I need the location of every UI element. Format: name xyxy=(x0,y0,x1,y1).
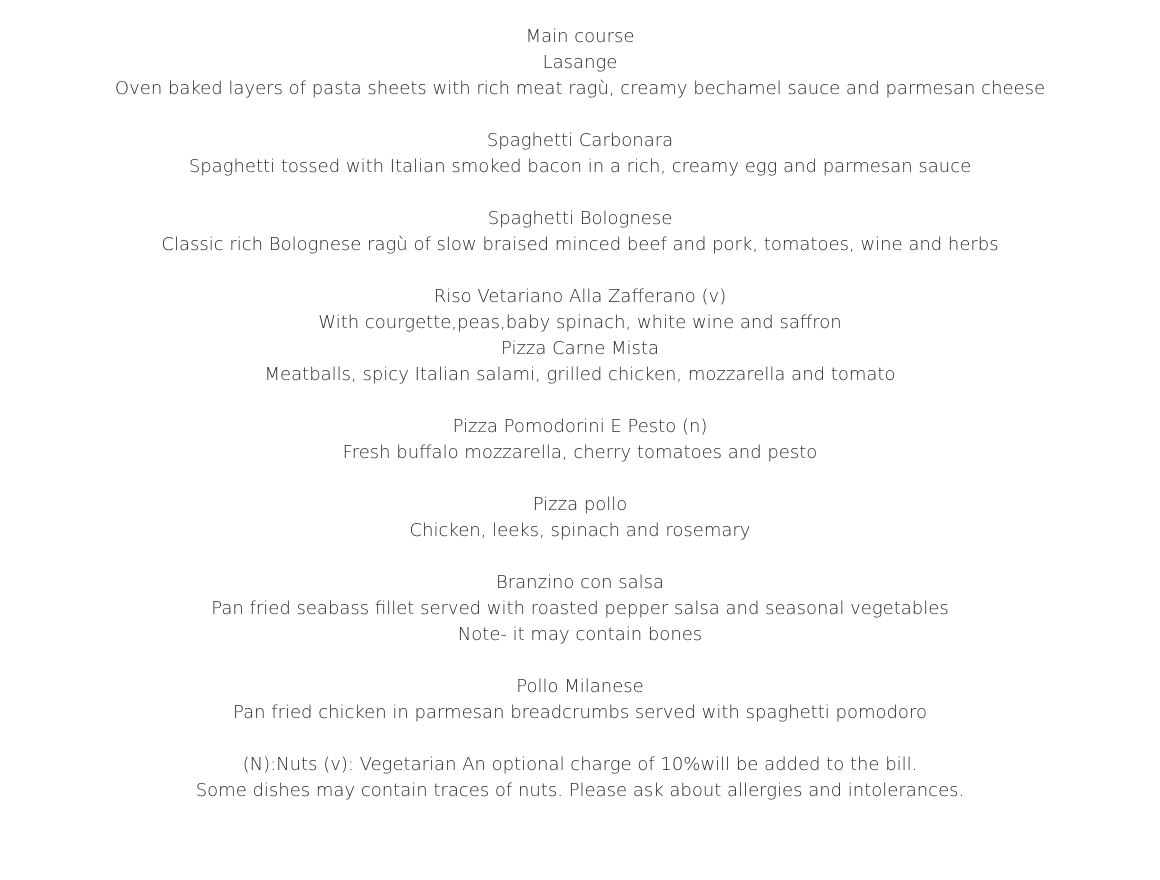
dish-name: Pizza Pomodorini E Pesto (n) xyxy=(452,416,708,437)
dish-name: Riso Vetariano Alla Zafferano (v) xyxy=(433,286,727,307)
footer-legend: (N):Nuts (v): Vegetarian An optional charge of 10%will be added to the bill. xyxy=(242,754,918,775)
dish-description: With courgette,peas,baby spinach, white wine and saffron xyxy=(318,312,842,333)
dish-name: Pizza Carne Mista xyxy=(501,338,659,359)
dish-description: Oven baked layers of pasta sheets with rich meat ragù, creamy bechamel sauce and parmesan cheese xyxy=(114,78,1046,99)
menu-document xyxy=(0,24,1160,804)
dish-name: Branzino con salsa xyxy=(495,572,665,593)
dish-name: Lasange xyxy=(542,52,618,73)
dish-name: Pizza pollo xyxy=(532,494,628,515)
spacer xyxy=(0,102,1160,128)
dish-description: Pan fried seabass fillet served with roasted pepper salsa and seasonal vegetables xyxy=(211,598,949,619)
footer-allergy-note: Some dishes may contain traces of nuts. Please ask about allergies and intolerances. xyxy=(195,780,965,801)
dish-note: Note- it may contain bones xyxy=(457,624,703,645)
dish-description: Fresh buffalo mozzarella, cherry tomatoes and pesto xyxy=(342,442,818,463)
spacer xyxy=(0,726,1160,752)
spacer xyxy=(0,544,1160,570)
dish-description: Chicken, leeks, spinach and rosemary xyxy=(409,520,751,541)
dish-description: Spaghetti tossed with Italian smoked bacon in a rich, creamy egg and parmesan sauce xyxy=(188,156,972,177)
spacer xyxy=(0,388,1160,414)
dish-name: Pollo Milanese xyxy=(516,676,644,697)
dish-name: Spaghetti Carbonara xyxy=(486,130,674,151)
spacer xyxy=(0,258,1160,284)
spacer xyxy=(0,180,1160,206)
dish-description: Meatballs, spicy Italian salami, grilled chicken, mozzarella and tomato xyxy=(264,364,896,385)
dish-description: Pan fried chicken in parmesan breadcrumbs served with spaghetti pomodoro xyxy=(233,702,927,723)
menu-heading: Main course xyxy=(525,26,635,47)
dish-description: Classic rich Bolognese ragù of slow braised minced beef and pork, tomatoes, wine and herbs xyxy=(161,234,999,255)
spacer xyxy=(0,466,1160,492)
dish-name: Spaghetti Bolognese xyxy=(487,208,673,229)
spacer xyxy=(0,648,1160,674)
